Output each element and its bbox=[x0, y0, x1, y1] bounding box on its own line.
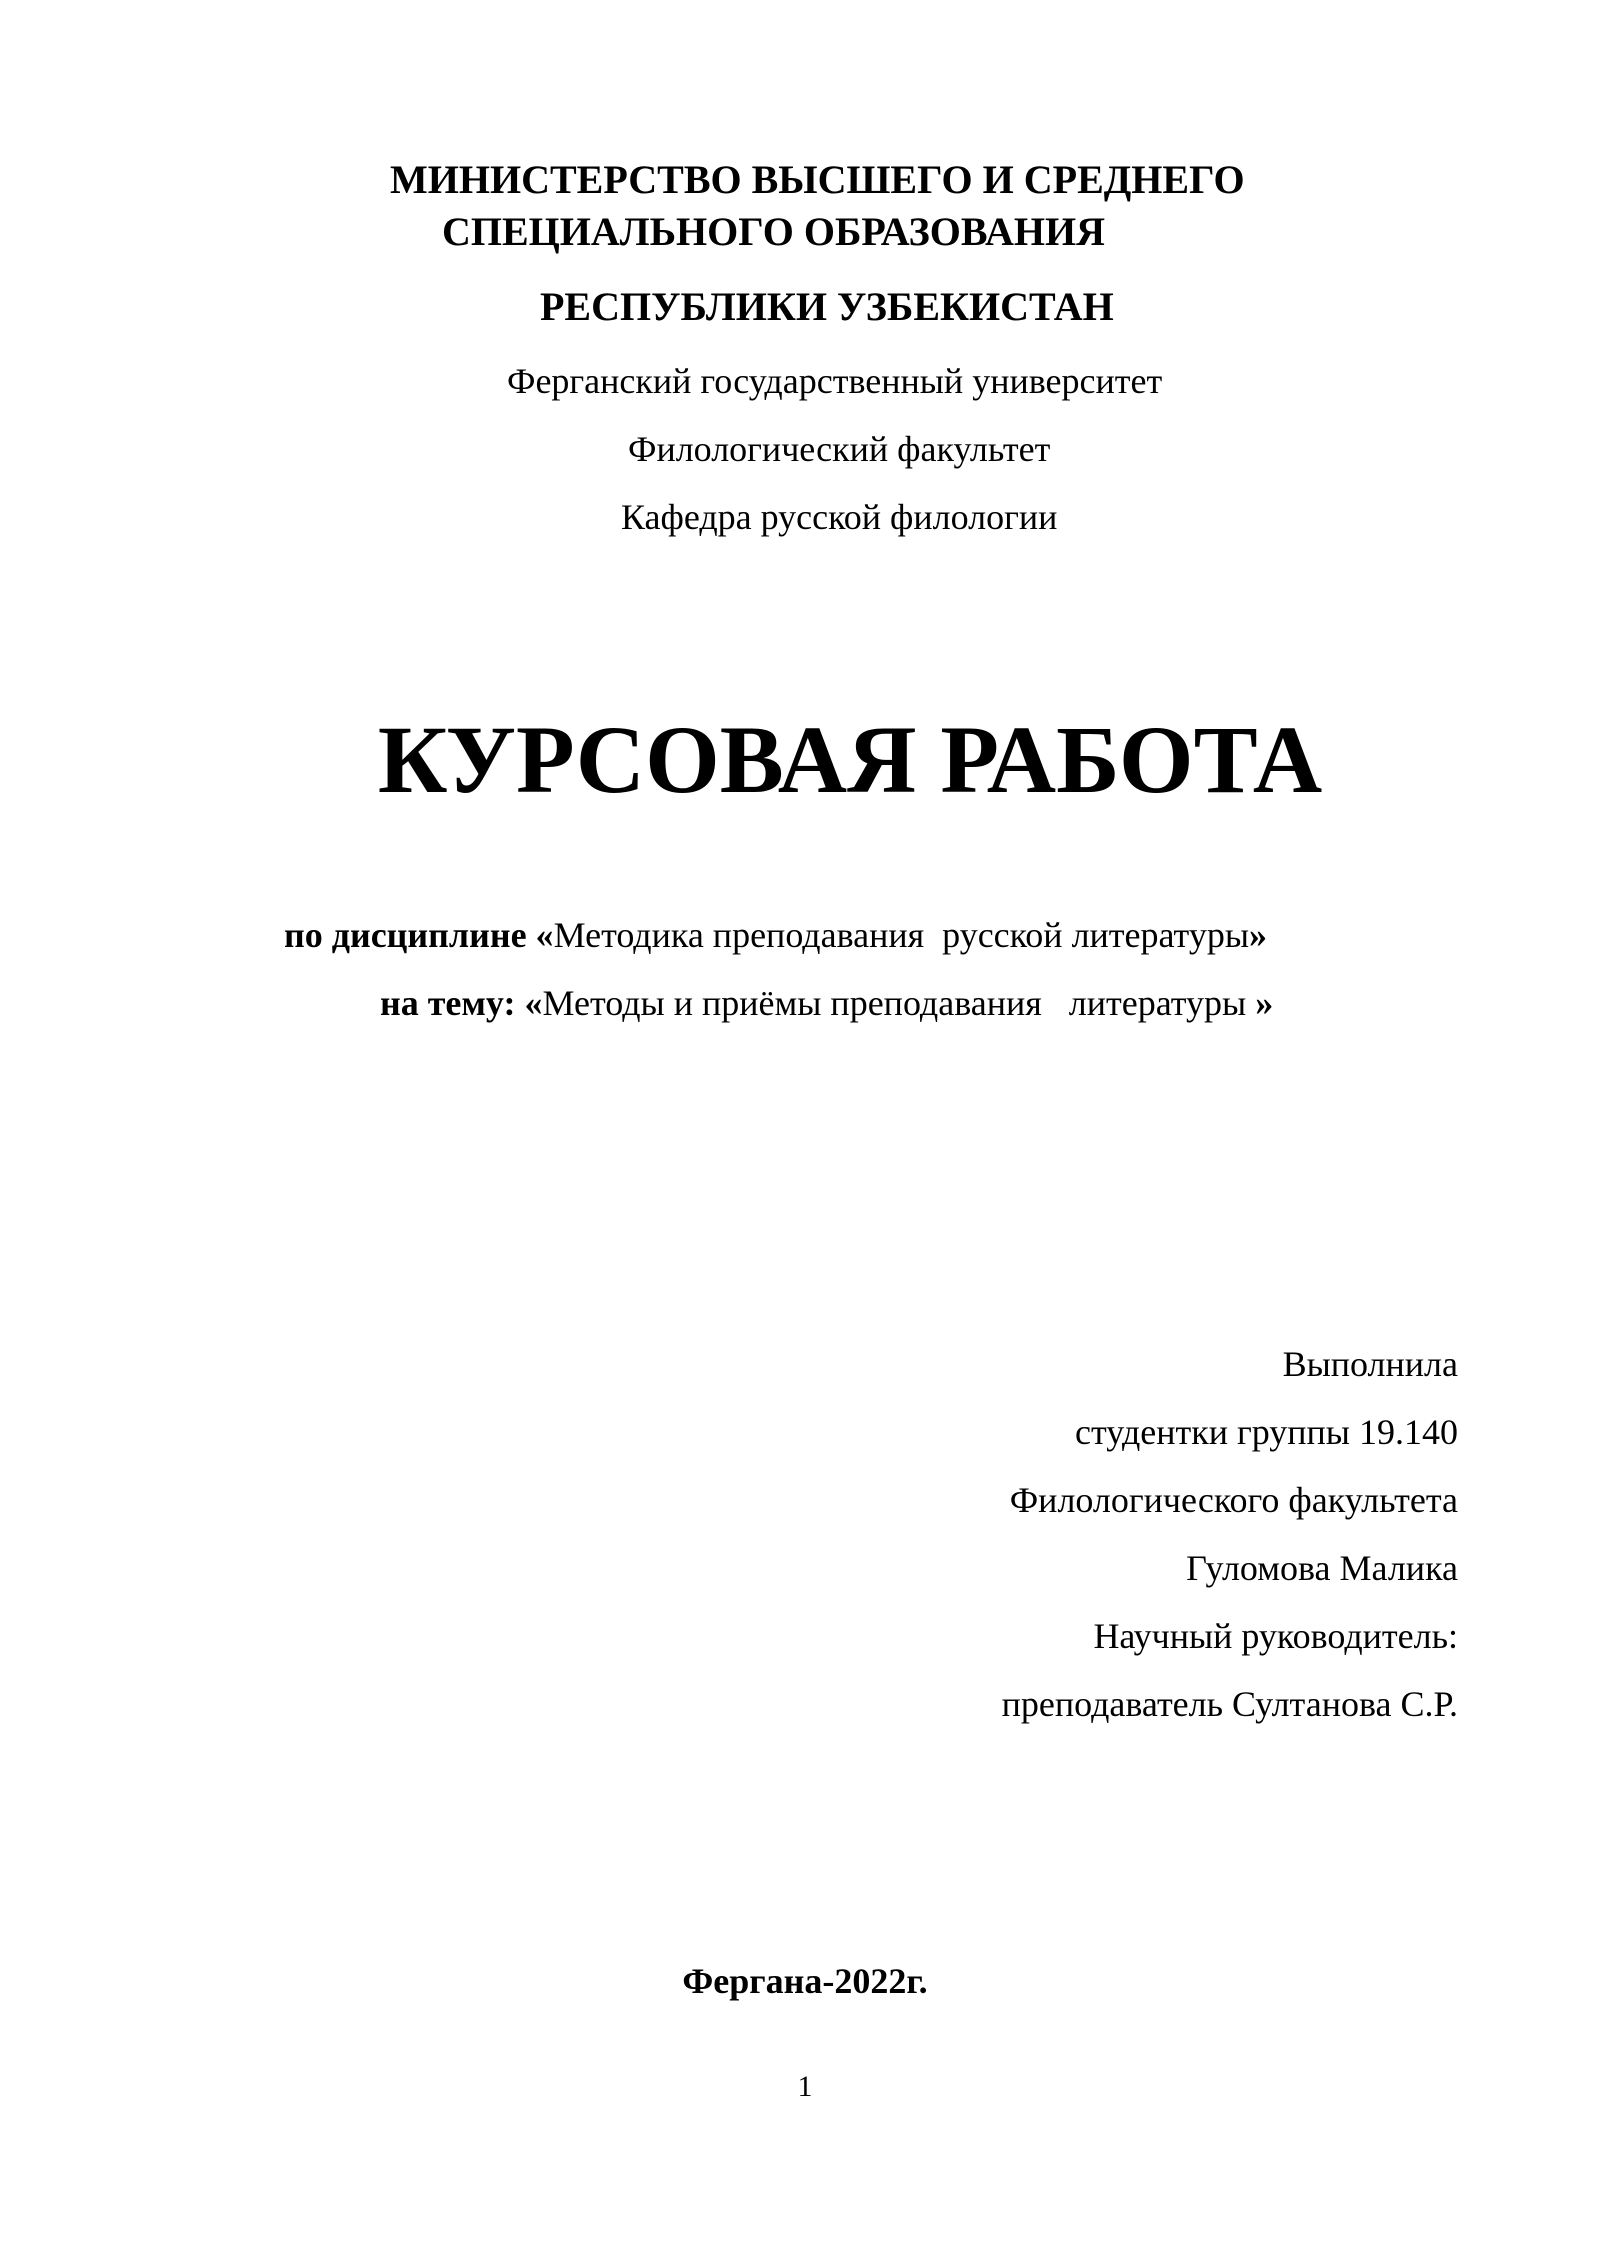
topic-line bbox=[380, 985, 1273, 1021]
author-group: студентки группы 19.140 bbox=[1074, 1412, 1458, 1452]
discipline-label: по дисциплине « bbox=[284, 915, 554, 955]
university-name: Ферганский государственный университет bbox=[507, 361, 1163, 401]
department-name: Кафедра русской филологии bbox=[621, 497, 1058, 537]
topic-value: Методы и приёмы преподавания литературы bbox=[542, 983, 1256, 1023]
topic-label: на тему: « bbox=[380, 983, 543, 1023]
discipline-close: » bbox=[1249, 915, 1268, 955]
ministry-line-1: МИНИСТЕРСТВО ВЫСШЕГО И СРЕДНЕГО bbox=[390, 157, 1245, 202]
supervisor-name: преподаватель Султанова С.Р. bbox=[1001, 1684, 1458, 1724]
faculty-name: Филологический факультет bbox=[628, 429, 1051, 469]
ministry-line-2: СПЕЦИАЛЬНОГО ОБРАЗОВАНИЯ bbox=[442, 209, 1105, 254]
supervisor-label: Научный руководитель: bbox=[1093, 1616, 1458, 1656]
author-done-by: Выполнила bbox=[1282, 1344, 1458, 1384]
document-title: КУРСОВАЯ РАБОТА bbox=[377, 706, 1323, 813]
discipline-value: Методика преподавания русской литературы bbox=[553, 915, 1250, 955]
page-number: 1 bbox=[797, 2070, 813, 2103]
author-name: Гуломова Малика bbox=[1186, 1548, 1458, 1588]
discipline-line bbox=[284, 917, 1267, 953]
ministry-line-3: РЕСПУБЛИКИ УЗБЕКИСТАН bbox=[540, 284, 1114, 329]
city-year: Фергана-2022г. bbox=[682, 1961, 928, 2001]
topic-close: » bbox=[1255, 983, 1274, 1023]
author-faculty: Филологического факультета bbox=[1009, 1480, 1458, 1520]
